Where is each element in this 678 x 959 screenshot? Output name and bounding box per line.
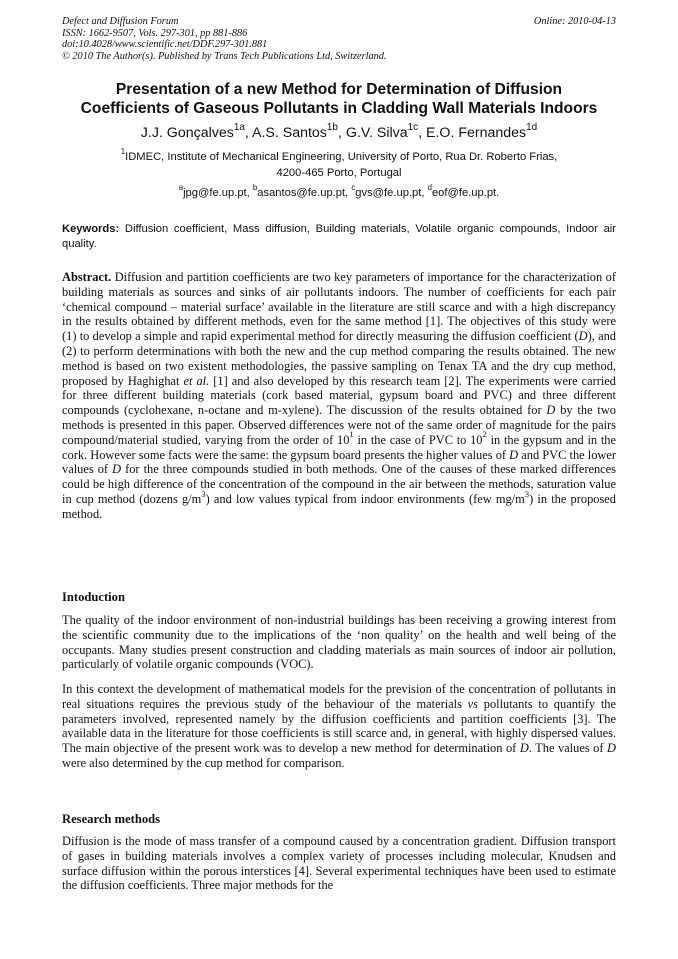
email-sup: a xyxy=(178,183,184,193)
email-sup: b xyxy=(252,183,258,193)
author-sup: 1b xyxy=(326,121,338,133)
abstract-text: ), and (2) to perform determinations with both the new and the cup method comparing the results obtained. The new method is based on two existent methodologies, the passive sampling on Tenax TA and the dry cup method, proposed by Haghighat xyxy=(62,329,617,388)
intro-paragraph-1: The quality of the indoor environment of non-industrial buildings has been receiving a growing interest from the scientific community due to the implications of the ‘non quality’ on the health and well being of the occupants. Many studies present construction and cladding materials as main sources of indoor air pollution, particularly of volatile organic compounds (VOC). xyxy=(62,613,616,672)
paragraph-text: . The values of xyxy=(528,741,608,756)
email-sup: c xyxy=(351,183,356,193)
author-name: A.S. Santos xyxy=(251,125,327,141)
abstract-text: ) in the proposed method. xyxy=(62,491,616,521)
abstract-text: and PVC the lower values of xyxy=(62,447,617,477)
abstract-text: for the three compounds studied in both methods. One of the causes of these marked differences could be high difference of the concentration of the compound in the air between the methods, saturation value in cup method (dozens g/m xyxy=(62,462,616,506)
affiliation-line-1: IDMEC, Institute of Mechanical Engineering, University of Porto, Rua Dr. Roberto Frias, xyxy=(125,151,558,163)
italic-vs: vs xyxy=(467,696,478,711)
email-link[interactable]: gvs@fe.up.pt xyxy=(355,187,422,199)
paragraph-text: pollutants to quantify the parameters involved, represented namely by the diffusion coefficients and partition coefficients [3]. The available data in the literature for those coefficients is still scarce and, in general, with highly dispersed values. The main objective of the present work was to develop a new method for determination of xyxy=(62,696,616,756)
section-heading-introduction: Intoduction xyxy=(62,590,125,604)
abstract xyxy=(62,270,616,522)
symbol-d: D xyxy=(578,329,588,344)
keywords-text: Diffusion coefficient, Mass diffusion, Building materials, Volatile organic compounds, Indoor air quality. xyxy=(62,223,616,250)
author-name: J.J. Gonçalves xyxy=(140,125,234,141)
email-link[interactable]: eof@fe.up.pt. xyxy=(431,187,500,199)
exponent: 1 xyxy=(349,429,354,440)
intro-paragraph-2 xyxy=(62,682,616,771)
symbol-d: D xyxy=(112,462,122,477)
issn-line: ISSN: 1662-9507, Vols. 297-301, pp 881-886 xyxy=(62,27,248,39)
abstract-text: in the gypsum and in the cork. However some facts were the same: the gypsum board presents the higher values of xyxy=(62,432,616,462)
affiliation-sup: 1 xyxy=(120,147,126,157)
email-link[interactable]: asantos@fe.up.pt xyxy=(257,187,346,199)
author-sup: 1d xyxy=(526,121,538,133)
author-sup: 1a xyxy=(233,121,245,133)
abstract-text: Diffusion and partition coefficients are two key parameters of importance for the characterization of building materials as sources and sinks of air pollutants indoors. The number of coefficients for each pair ‘chemical compound – material surface’ available in the literature are still scarce and with a high discrepancy in the results obtained by different methods, even for the same method [1]. The objectives of this study were (1) to develop a simple and rapid experimental method for directly measuring the diffusion coefficient ( xyxy=(62,270,616,344)
abstract-text: [1] and also developed by this research team [2]. The experiments were carried for three different building materials (cork based material, gypsum board and PVC) and three different compounds (cyclohexane, n-octane and m-xylene). The discussion of the results obtained for xyxy=(62,373,616,418)
online-date: Online: 2010-04-13 xyxy=(533,16,616,27)
exponent: 2 xyxy=(482,429,487,440)
exponent: 3 xyxy=(201,488,206,499)
title-line-2: Coefficients of Gaseous Pollutants in Cladding Wall Materials Indoors xyxy=(80,100,598,117)
author-name: G.V. Silva xyxy=(345,125,408,141)
abstract-text: ) and low values typical from indoor environments (few mg/m xyxy=(205,491,525,506)
paragraph-text: In this context the development of mathematical models for the prevision of the concentration of pollutants in real situations requires the previous study of the behaviour of the materials xyxy=(62,682,616,711)
abstract-text: by the two methods is presented in this paper. Observed differences were not of the same order of magnitude for the pairs compound/material studied, varying from the order of 10 xyxy=(62,403,616,447)
abstract-text: in the case of PVC to 10 xyxy=(353,432,483,447)
symbol-d: D xyxy=(546,403,556,418)
paper-title xyxy=(40,80,638,118)
title-line-1: Presentation of a new Method for Determination of Diffusion xyxy=(115,81,563,98)
et-al: et al. xyxy=(183,373,210,388)
affiliation xyxy=(40,149,638,181)
symbol-d: D xyxy=(607,741,616,756)
email-list: $^a$jpg@fe.up.pt, $^b$asantos@fe.up.pt, $^c$gvs@fe.up.pt, $^d$eof@fe.up.pt. xyxy=(178,183,500,199)
publication-header xyxy=(62,16,616,62)
author-name: E.O. Fernandes xyxy=(426,125,527,141)
email-sup: d xyxy=(427,183,432,193)
affiliation-line-2: 4200-465 Porto, Portugal xyxy=(276,167,402,179)
email-link[interactable]: jpg@fe.up.pt xyxy=(183,187,247,199)
keywords-label: Keywords: xyxy=(62,223,120,235)
paragraph-text: were also determined by the cup method for comparison. xyxy=(62,755,345,770)
section-heading-research-methods: Research methods xyxy=(62,812,161,826)
keywords xyxy=(62,222,616,252)
symbol-d: D xyxy=(519,741,529,756)
copyright-line: © 2010 The Author(s). Published by Trans Tech Publications Ltd, Switzerland. xyxy=(62,50,387,62)
doi-line: doi:10.4028/www.scientific.net/DDF.297-301.881 xyxy=(62,39,268,51)
methods-paragraph-1: Diffusion is the mode of mass transfer of a compound caused by a concentration gradient. Diffusion transport of gases in building materials involves a complex variety of processes including molecular, Knudsen and surface diffusion within the porous interstices [4]. Several experimental techniques have been used to estimate the diffusion coefficients. Three major methods for the xyxy=(62,834,616,893)
exponent: 3 xyxy=(524,488,530,499)
journal-name: Defect and Diffusion Forum xyxy=(62,16,179,27)
author-list: J.J. Gonçalves$^{1a}$, A.S. Santos$^{1b}$, G.V. Silva$^{1c}$, E.O. Fernandes$^{1d}$ xyxy=(140,121,538,141)
symbol-d: D xyxy=(509,447,519,462)
author-sup: 1c xyxy=(407,121,419,133)
abstract-label: Abstract. xyxy=(62,270,112,284)
